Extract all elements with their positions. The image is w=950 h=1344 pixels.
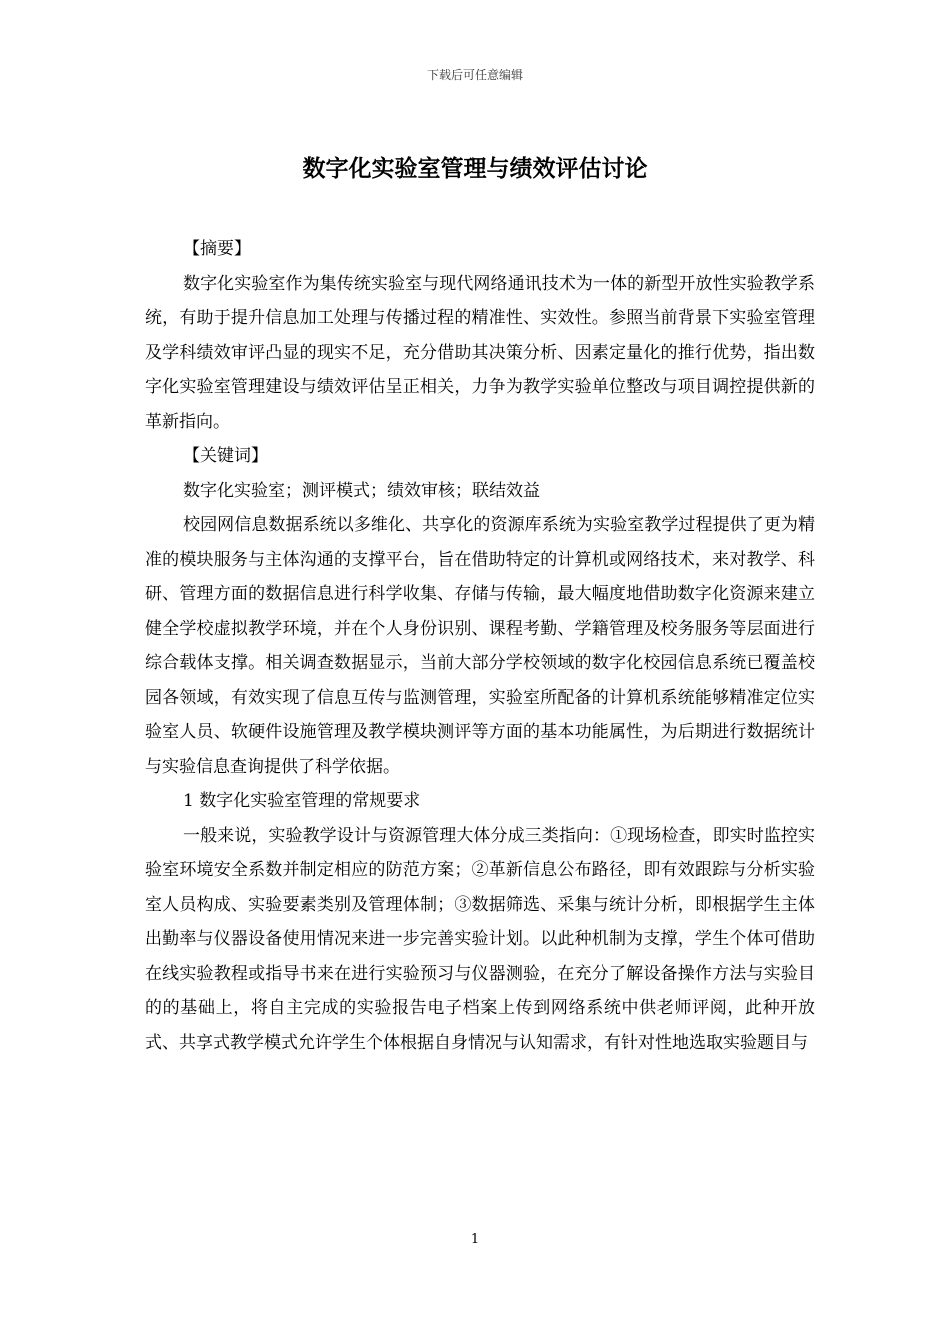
document-body [145, 232, 815, 1060]
page-header-note: 下载后可任意编辑 [426, 68, 523, 82]
document-title: 数字化实验室管理与绩效评估讨论 [302, 156, 648, 182]
section-1-heading: 1 数字化实验室管理的常规要求 [183, 791, 421, 811]
section-1-paragraph: 一般来说，实验教学设计与资源管理大体分成三类指向：①现场检查，即实时监控实验室环境安全系数并制定相应的防范方案；②革新信息公布路径，即有效跟踪与分析实验室人员构成、实验要素类别及管理体制；③数据筛选、采集与统计分析，即根据学生主体出勤率与仪器设备使用情况来进一步完善实验计划。以此种机制为支撑，学生个体可借助在线实验教程或指导书来在进行实验预习与仪器测验，在充分了解设备操作方法与实验目的的基础上，将自主完成的实验报告电子档案上传到网络系统中供老师评阅，此种开放式、共享式教学模式允许学生个体根据自身情况与认知需求，有针对性地选取实验题目与 [145, 825, 815, 1053]
keywords-paragraph: 数字化实验室；测评模式；绩效审核；联结效益 [183, 480, 540, 501]
abstract-paragraph: 数字化实验室作为集传统实验室与现代网络通讯技术为一体的新型开放性实验教学系统，有助于提升信息加工处理与传播过程的精准性、实效性。参照当前背景下实验室管理及学科绩效审评凸显的现实不足，充分借助其决策分析、因素定量化的推行优势，指出数字化实验室管理建设与绩效评估呈正相关，力争为教学实验单位整改与项目调控提供新的革新指向。 [145, 273, 815, 432]
keywords-heading: 【关键词】 [183, 446, 268, 466]
abstract-heading: 【摘要】 [183, 239, 251, 259]
intro-paragraph: 校园网信息数据系统以多维化、共享化的资源库系统为实验室教学过程提供了更为精准的模块服务与主体沟通的支撑平台，旨在借助特定的计算机或网络技术，来对教学、科研、管理方面的数据信息进行科学收集、存储与传输，最大幅度地借助数字化资源来建立健全学校虚拟教学环境，并在个人身份识别、课程考勤、学籍管理及校务服务等层面进行综合载体支撑。相关调查数据显示，当前大部分学校领域的数字化校园信息系统已覆盖校园各领域，有效实现了信息互传与监测管理，实验室所配备的计算机系统能够精准定位实验室人员、软硬件设施管理及教学模块测评等方面的基本功能属性，为后期进行数据统计与实验信息查询提供了科学依据。 [145, 515, 815, 777]
page-number: 1 [470, 1232, 480, 1247]
